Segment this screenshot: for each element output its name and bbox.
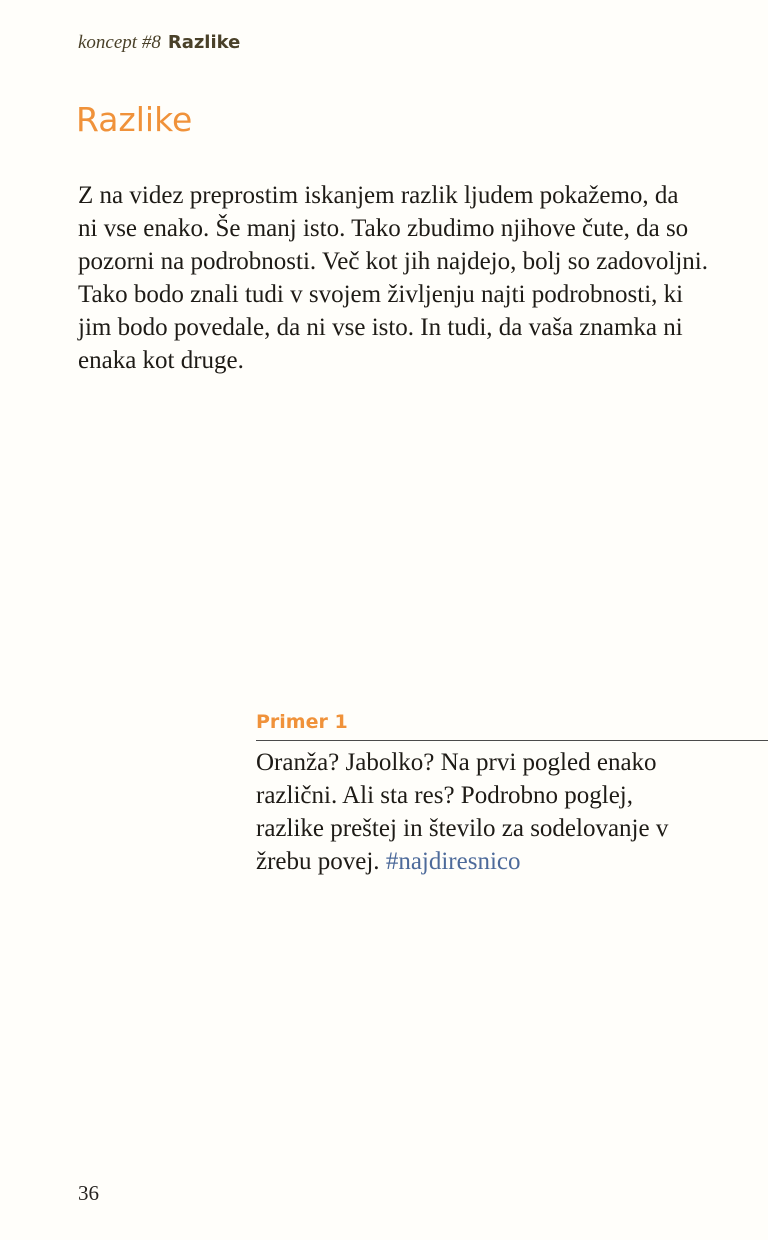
running-header-title: Razlike	[167, 32, 241, 53]
primer-paragraph	[256, 746, 668, 878]
primer-last-line	[256, 845, 668, 878]
hashtag-link[interactable]: #najdiresnico	[385, 848, 521, 875]
running-header	[78, 31, 240, 55]
primer-lines	[256, 746, 668, 845]
text-line: enaka kot druge.	[78, 347, 244, 374]
text-line: razlike preštej in število za sodelovanje v	[256, 815, 669, 842]
text-line: jim bodo povedale, da ni vse isto. In tudi, da vaša znamka ni	[78, 314, 683, 341]
running-header-series: koncept #8	[78, 32, 161, 53]
intro-paragraph	[78, 179, 708, 377]
primer-last-line-text: žrebu povej.	[256, 848, 386, 875]
text-line: pozorni na podrobnosti. Več kot jih najdejo, bolj so zadovoljni.	[78, 248, 709, 275]
primer-divider	[256, 740, 768, 741]
text-line: različni. Ali sta res? Podrobno poglej,	[256, 782, 634, 809]
text-line: Tako bodo znali tudi v svojem življenju najti podrobnosti, ki	[78, 281, 684, 308]
page-number: 36	[78, 1181, 99, 1205]
page-title: Razlike	[76, 100, 193, 139]
text-line: Oranža? Jabolko? Na prvi pogled enako	[256, 749, 657, 776]
text-line: ni vse enako. Še manj isto. Tako zbudimo njihove čute, da so	[78, 215, 689, 242]
primer-label: Primer 1	[256, 711, 348, 733]
text-line: Z na videz preprostim iskanjem razlik ljudem pokažemo, da	[78, 182, 679, 209]
